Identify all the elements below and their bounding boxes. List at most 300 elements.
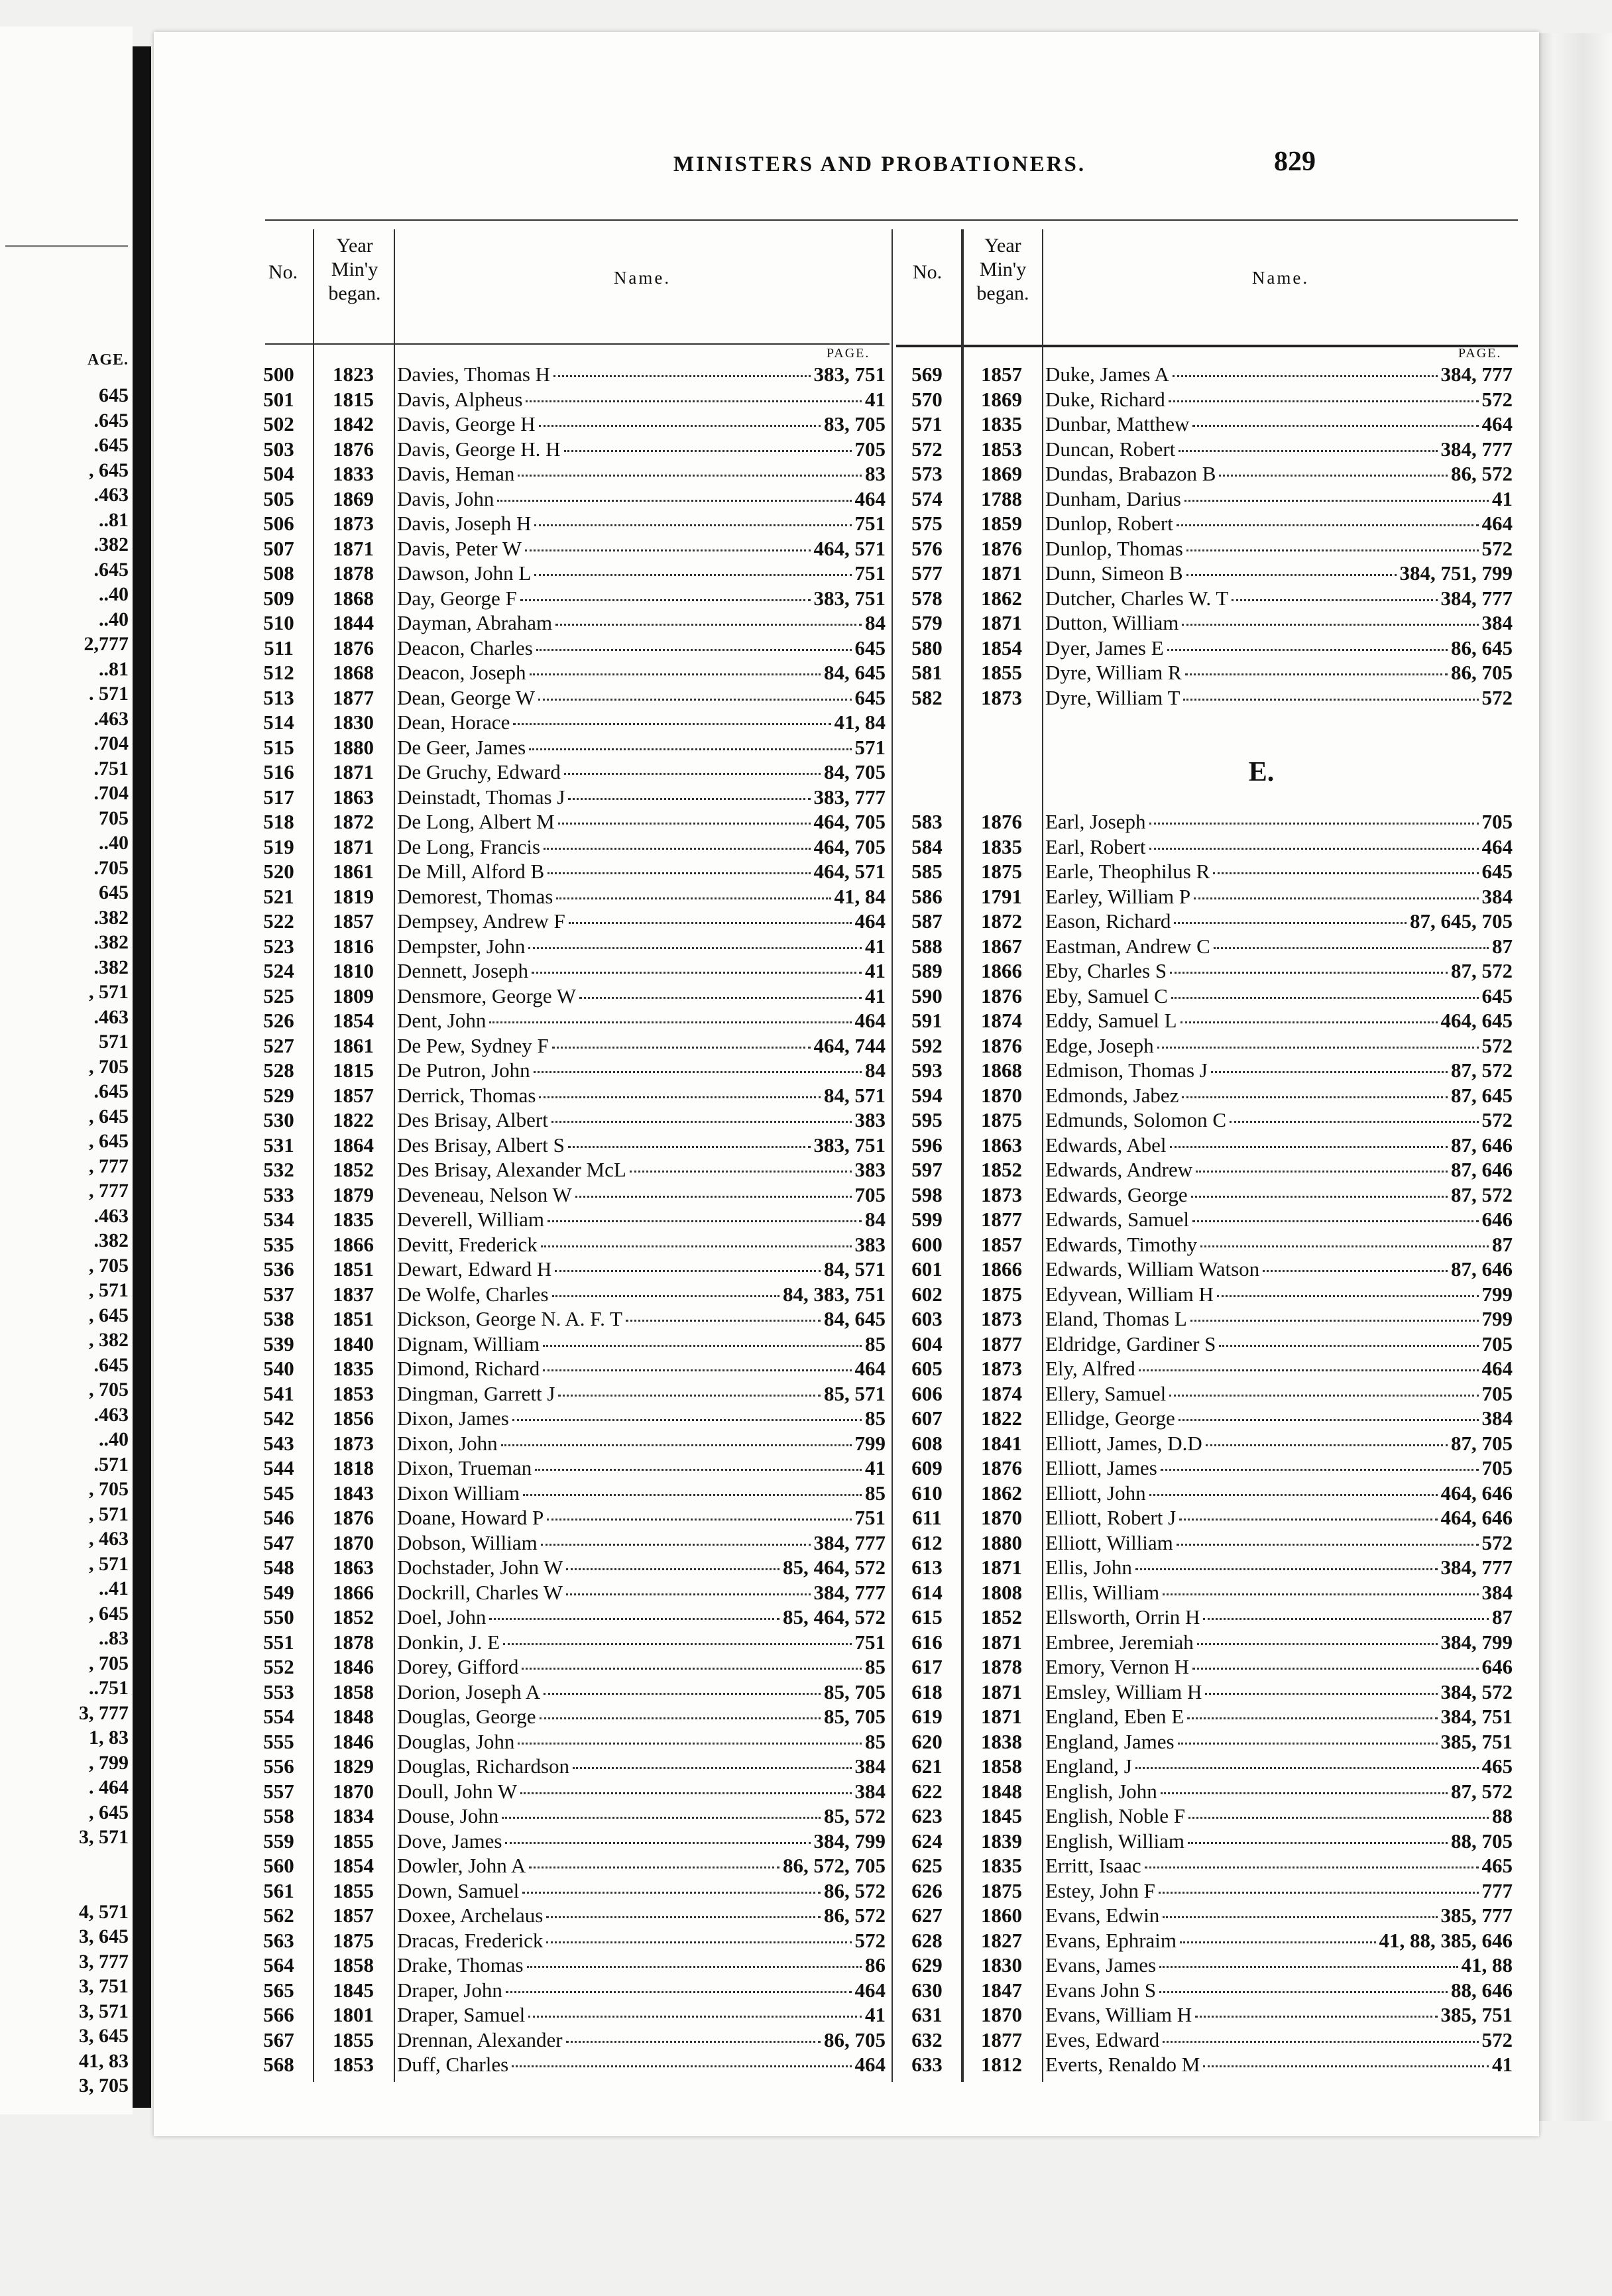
entry-number: 618: [911, 1680, 943, 1703]
table-row: [892, 1505, 1518, 1530]
entry-number: 605: [911, 1357, 943, 1380]
dot-leader: [1219, 1332, 1478, 1347]
page-reference-fragment: .645: [93, 1080, 129, 1102]
page-references: 41, 88, 385, 646: [1379, 1928, 1513, 1952]
page-references: 799: [1481, 1307, 1513, 1330]
entry-number: 598: [911, 1182, 943, 1206]
dot-leader: [529, 1853, 779, 1868]
page-reference-fragment: , 571: [89, 981, 129, 1003]
table-row: [244, 1058, 891, 1083]
name-cell: [393, 1704, 891, 1729]
entry-number: 572: [911, 437, 943, 461]
table-row: [244, 610, 891, 636]
page-references: 464: [1481, 834, 1513, 858]
header-page: PAGE.: [1458, 346, 1502, 361]
page-edge: [1539, 33, 1612, 2121]
dot-leader: [503, 1630, 852, 1645]
year-began: 1869: [981, 462, 1022, 485]
name-cell: [1041, 1108, 1518, 1133]
dot-leader: [534, 1058, 862, 1073]
table-row: [892, 958, 1518, 984]
year-began: 1861: [333, 1033, 374, 1057]
minister-name: England, J: [1045, 1754, 1132, 1778]
section-heading: [892, 735, 1518, 810]
table-row: [892, 1356, 1518, 1381]
table-row: [244, 1033, 891, 1059]
page-references: 86, 645: [1451, 636, 1513, 660]
minister-name: Doel, John: [397, 1605, 487, 1629]
name-cell: [1041, 934, 1518, 959]
name-cell: [393, 2052, 891, 2077]
entry-number: 567: [263, 2028, 294, 2051]
dot-leader: [1230, 1108, 1478, 1123]
minister-name: Elliott, James: [1045, 1456, 1157, 1479]
minister-name: Deacon, Charles: [397, 636, 533, 660]
minister-name: Davis, Alpheus: [397, 387, 523, 411]
year-began: 1801: [333, 2003, 374, 2026]
dot-leader: [1171, 984, 1479, 999]
page-references: 645: [854, 685, 886, 709]
name-cell: [393, 362, 891, 387]
dot-leader: [1188, 1829, 1448, 1844]
page-references: 41: [1492, 2053, 1513, 2076]
table-row: [244, 834, 891, 860]
page-references: 464, 705: [813, 810, 886, 833]
minister-name: Duff, Charles: [397, 2053, 509, 2076]
name-cell: [1041, 1630, 1518, 1655]
entry-number: 511: [264, 636, 294, 660]
entry-number: 604: [911, 1332, 943, 1355]
minister-name: Dunbar, Matthew: [1045, 412, 1190, 435]
dot-leader: [1186, 561, 1397, 576]
dot-leader: [630, 1157, 852, 1173]
entry-number: 508: [263, 561, 294, 585]
entry-number: 624: [911, 1829, 943, 1853]
dot-leader: [1149, 809, 1479, 825]
name-cell: [1041, 1157, 1518, 1182]
table-row: [244, 1282, 891, 1307]
year-began: 1857: [333, 1904, 374, 1927]
minister-name: Dundas, Brabazon B: [1045, 462, 1216, 485]
page-reference-fragment: .705: [93, 856, 129, 879]
year-began: 1873: [981, 685, 1022, 709]
dot-leader: [1217, 1282, 1479, 1297]
name-cell: [393, 636, 891, 661]
entry-number: 515: [263, 735, 294, 759]
minister-name: Davis, George H: [397, 412, 536, 435]
dot-leader: [1191, 1182, 1448, 1198]
minister-name: Dove, James: [397, 1829, 502, 1853]
minister-name: English, John: [1045, 1779, 1157, 1803]
table-row: [244, 909, 891, 934]
dot-leader: [1139, 1356, 1479, 1371]
dot-leader: [555, 610, 862, 626]
name-cell: [1041, 1903, 1518, 1928]
year-began: 1862: [981, 586, 1022, 610]
name-cell: [1041, 1207, 1518, 1232]
page-references: 705: [1481, 1456, 1513, 1479]
page-references: 384, 777: [813, 1580, 886, 1604]
minister-name: Dempster, John: [397, 934, 526, 958]
year-began: 1835: [981, 834, 1022, 858]
table-row: [892, 437, 1518, 462]
entry-number: 514: [263, 711, 294, 734]
year-began: 1877: [333, 685, 374, 709]
dot-leader: [1179, 1505, 1437, 1521]
entry-number: 519: [263, 834, 294, 858]
dot-leader: [566, 1580, 811, 1595]
name-cell: [1041, 1133, 1518, 1158]
minister-name: De Mill, Alford B: [397, 860, 545, 883]
minister-name: Elliott, William: [1045, 1530, 1173, 1554]
table-row: [892, 1232, 1518, 1257]
entry-number: 509: [263, 586, 294, 610]
dot-leader: [518, 461, 862, 477]
year-began: 1852: [333, 1605, 374, 1629]
entry-number: 608: [911, 1431, 943, 1455]
table-row: [892, 511, 1518, 536]
year-began: 1868: [981, 1059, 1022, 1082]
name-cell: [1041, 1381, 1518, 1406]
table-header-rule-right: [896, 345, 1518, 347]
year-began: 1864: [333, 1133, 374, 1157]
entry-number: 553: [263, 1680, 294, 1703]
page-reference-fragment: 41, 83: [79, 2049, 129, 2072]
minister-name: Dixon William: [397, 1481, 520, 1505]
year-began: 1845: [333, 1978, 374, 2002]
year-began: 1871: [333, 536, 374, 560]
page-references: 383, 777: [813, 785, 886, 809]
name-cell: [393, 1033, 891, 1059]
page-references: 84: [865, 611, 886, 634]
name-cell: [393, 834, 891, 860]
page-reference-fragment: , 799: [89, 1751, 129, 1774]
page-references: 385, 751: [1440, 2003, 1513, 2026]
table-row: [244, 1704, 891, 1729]
header-name: Name.: [1251, 268, 1310, 288]
year-began: 1829: [333, 1754, 374, 1778]
name-cell: [393, 785, 891, 810]
book-spine-shadow: [133, 46, 151, 2108]
year-began: 1855: [333, 2028, 374, 2051]
entry-number: 503: [263, 437, 294, 461]
page-reference-fragment: , 645: [89, 459, 129, 481]
page-references: 85: [865, 1481, 886, 1505]
year-began: 1833: [333, 462, 374, 485]
header-no: No.: [268, 261, 298, 283]
dot-leader: [1163, 2028, 1478, 2043]
name-cell: [393, 1878, 891, 1904]
minister-name: Des Brisay, Albert: [397, 1108, 548, 1131]
page-references: 85, 572: [824, 1804, 886, 1827]
page-reference-fragment: .704: [93, 782, 129, 804]
entry-number: 596: [911, 1133, 943, 1157]
name-cell: [1041, 1829, 1518, 1854]
dot-leader: [1149, 1481, 1438, 1496]
minister-name: Douglas, John: [397, 1729, 515, 1753]
name-cell: [1041, 660, 1518, 685]
table-row: [892, 1182, 1518, 1208]
page-reference-fragment: , 705: [89, 1652, 129, 1674]
table-row: [244, 1605, 891, 1630]
name-cell: [1041, 834, 1518, 860]
page-reference-fragment: 3, 645: [79, 2025, 129, 2047]
dot-leader: [539, 1083, 821, 1098]
table-row: [892, 1456, 1518, 1481]
page-reference-fragment: , 645: [89, 1130, 129, 1152]
page-reference-fragment: , 645: [89, 1105, 129, 1127]
dot-leader: [569, 909, 852, 924]
minister-name: English, Noble F: [1045, 1804, 1185, 1827]
year-began: 1855: [333, 1829, 374, 1853]
name-cell: [393, 1928, 891, 1953]
page-references: 87: [1492, 934, 1513, 958]
page-references: 384, 777: [1440, 437, 1513, 461]
page-references: 87, 572: [1451, 959, 1513, 982]
dot-leader: [551, 1108, 852, 1123]
page-reference-fragment: , 463: [89, 1528, 129, 1550]
table-row: [892, 1779, 1518, 1804]
page-references: 383: [854, 1108, 886, 1131]
header-page: PAGE.: [827, 346, 870, 361]
table-row: [892, 1804, 1518, 1829]
page-references: 777: [1481, 1878, 1513, 1902]
dot-leader: [1178, 1729, 1438, 1745]
table-row: [244, 1108, 891, 1133]
entry-number: 617: [911, 1655, 943, 1678]
page-references: 86, 705: [1451, 661, 1513, 684]
page-references: 87: [1492, 1232, 1513, 1256]
dot-leader: [573, 1754, 851, 1769]
page-references: 85: [865, 1729, 886, 1753]
dot-leader: [506, 1978, 852, 1993]
name-cell: [393, 1257, 891, 1282]
page-references: 84: [865, 1059, 886, 1082]
table-row: [892, 487, 1518, 512]
name-cell: [1041, 1232, 1518, 1257]
dot-leader: [539, 412, 821, 427]
page-references: 41: [1492, 487, 1513, 510]
year-began: 1868: [333, 661, 374, 684]
page-reference-fragment: [79, 1850, 129, 1875]
table-row: [892, 2052, 1518, 2077]
year-began: 1791: [981, 884, 1022, 908]
page-reference-fragment: ..83: [99, 1627, 129, 1649]
entry-number: 528: [263, 1059, 294, 1082]
year-began: 1809: [333, 984, 374, 1007]
entry-number: 629: [911, 1953, 943, 1977]
table-row: [892, 461, 1518, 487]
entry-number: 628: [911, 1928, 943, 1952]
year-began: 1871: [981, 1680, 1022, 1703]
page-references: 84: [865, 1208, 886, 1231]
table-row: [244, 1928, 891, 1953]
table-row: [892, 1829, 1518, 1854]
table-row: [244, 412, 891, 437]
page-reference-fragment: .571: [93, 1453, 129, 1475]
page-references: 84, 645: [824, 661, 886, 684]
page-references: 84, 383, 751: [783, 1282, 886, 1306]
entry-number: 630: [911, 1978, 943, 2002]
page-reference-fragment: .704: [93, 732, 129, 754]
entry-number: 500: [263, 363, 294, 386]
entry-number: 580: [911, 636, 943, 660]
name-cell: [393, 1306, 891, 1332]
page-reference-fragment: .645: [93, 558, 129, 581]
dot-leader: [564, 437, 852, 452]
table-row: [244, 1953, 891, 1978]
entry-number: 531: [263, 1133, 294, 1157]
year-began: 1860: [981, 1904, 1022, 1927]
entry-number: 535: [263, 1232, 294, 1256]
page-reference-fragment: ..40: [99, 608, 129, 630]
table-row: [244, 1804, 891, 1829]
minister-name: Evans John S: [1045, 1978, 1157, 2002]
page-references: 87, 645, 705: [1410, 909, 1513, 933]
dot-leader: [541, 1530, 811, 1546]
running-head: MINISTERS AND PROBATIONERS.: [673, 152, 1086, 176]
year-began: 1843: [333, 1481, 374, 1505]
page-references: 705: [854, 1182, 886, 1206]
minister-name: Day, George F: [397, 586, 517, 610]
page-references: 41, 84: [834, 884, 886, 908]
table-row: [892, 2028, 1518, 2053]
page-references: 464, 744: [813, 1033, 886, 1057]
minister-name: Dean, George W: [397, 685, 536, 709]
minister-name: Dyre, William R: [1045, 661, 1182, 684]
year-began: 1815: [333, 387, 374, 411]
table-row: [244, 1630, 891, 1655]
year-began: 1878: [981, 1655, 1022, 1678]
dot-leader: [1179, 437, 1437, 452]
table-row: [892, 1630, 1518, 1655]
entry-number: 501: [263, 387, 294, 411]
table-row: [892, 1928, 1518, 1953]
entry-number: 532: [263, 1158, 294, 1181]
table-row: [892, 1282, 1518, 1307]
entry-number: 540: [263, 1357, 294, 1380]
dot-leader: [568, 1133, 811, 1148]
page-reference-fragment: .463: [93, 484, 129, 506]
minister-name: Dutton, William: [1045, 611, 1179, 634]
table-row: [244, 1903, 891, 1928]
name-cell: [393, 461, 891, 487]
table-row: [244, 387, 891, 412]
year-began: 1822: [333, 1108, 374, 1131]
year-began: 1851: [333, 1257, 374, 1281]
page-references: 464: [854, 1009, 886, 1032]
year-began: 1873: [333, 512, 374, 535]
dot-leader: [546, 1928, 851, 1943]
entry-number: 615: [911, 1605, 943, 1629]
year-began: 1847: [981, 1978, 1022, 2002]
minister-name: Elliott, Robert J: [1045, 1506, 1177, 1529]
year-began: 1848: [981, 1779, 1022, 1803]
table-row: [244, 1754, 891, 1779]
entry-number: 571: [911, 412, 943, 435]
dot-leader: [1232, 586, 1437, 601]
minister-name: Dunn, Simeon B: [1045, 561, 1183, 585]
table-row: [244, 1580, 891, 1605]
table-row: [244, 437, 891, 462]
table-row: [244, 710, 891, 735]
page-reference-fragment: , 571: [89, 1552, 129, 1575]
year-began: 1870: [333, 1530, 374, 1554]
year-began: 1788: [981, 487, 1022, 510]
dot-leader: [566, 2028, 821, 2043]
table-row: [892, 934, 1518, 959]
name-cell: [393, 1356, 891, 1381]
minister-name: England, Eben E: [1045, 1705, 1184, 1728]
table-row: [892, 1257, 1518, 1282]
page-references: 465: [1481, 1854, 1513, 1877]
page-references: 384, 777: [1440, 363, 1513, 386]
year-began: 1866: [333, 1232, 374, 1256]
minister-name: Davis, Heman: [397, 462, 515, 485]
table-row: [892, 1108, 1518, 1133]
name-cell: [393, 1630, 891, 1655]
page-references: 86, 572: [824, 1878, 886, 1902]
page-references: 383, 751: [813, 363, 886, 386]
name-cell: [1041, 809, 1518, 834]
minister-name: Duncan, Robert: [1045, 437, 1176, 461]
minister-name: Eddy, Samuel L: [1045, 1009, 1177, 1032]
year-began: 1878: [333, 1630, 374, 1654]
table-row: [892, 909, 1518, 934]
entry-number: 538: [263, 1307, 294, 1330]
dot-leader: [497, 487, 851, 502]
page-references: 464: [1481, 412, 1513, 435]
year-began: 1819: [333, 884, 374, 908]
minister-name: Douse, John: [397, 1804, 499, 1827]
name-cell: [1041, 1754, 1518, 1779]
year-began: 1856: [333, 1406, 374, 1430]
table-header-rule-left: [265, 343, 890, 345]
dot-leader: [1159, 1878, 1479, 1894]
name-cell: [393, 1133, 891, 1158]
page-references: 464, 571: [813, 536, 886, 560]
page-references: 384: [1481, 1406, 1513, 1430]
minister-name: Down, Samuel: [397, 1878, 520, 1902]
dot-leader: [1135, 1754, 1479, 1769]
table-row: [244, 934, 891, 959]
year-began: 1867: [981, 934, 1022, 958]
table-row: [244, 1232, 891, 1257]
entry-number: 600: [911, 1232, 943, 1256]
page-references: 383: [854, 1158, 886, 1181]
page-references: 572: [854, 1928, 886, 1952]
page-references: 86, 572: [1451, 462, 1513, 485]
year-began: 1871: [333, 834, 374, 858]
table-row: [244, 884, 891, 909]
minister-name: Douglas, George: [397, 1705, 536, 1728]
name-cell: [1041, 1654, 1518, 1680]
year-began: 1857: [333, 1083, 374, 1107]
page-references: 86, 705: [824, 2028, 886, 2051]
year-began: 1851: [333, 1307, 374, 1330]
page-references: 84, 705: [824, 760, 886, 783]
page-reference-fragment: 645: [99, 384, 129, 406]
minister-name: Edwards, Samuel: [1045, 1208, 1189, 1231]
table-row: [244, 685, 891, 711]
table-row: [244, 511, 891, 536]
minister-name: Dunlop, Thomas: [1045, 536, 1183, 560]
name-cell: [393, 1853, 891, 1878]
table-row: [244, 536, 891, 561]
page-references: 705: [1481, 810, 1513, 833]
year-began: 1823: [333, 363, 374, 386]
page-reference-fragment: . 571: [89, 683, 129, 705]
